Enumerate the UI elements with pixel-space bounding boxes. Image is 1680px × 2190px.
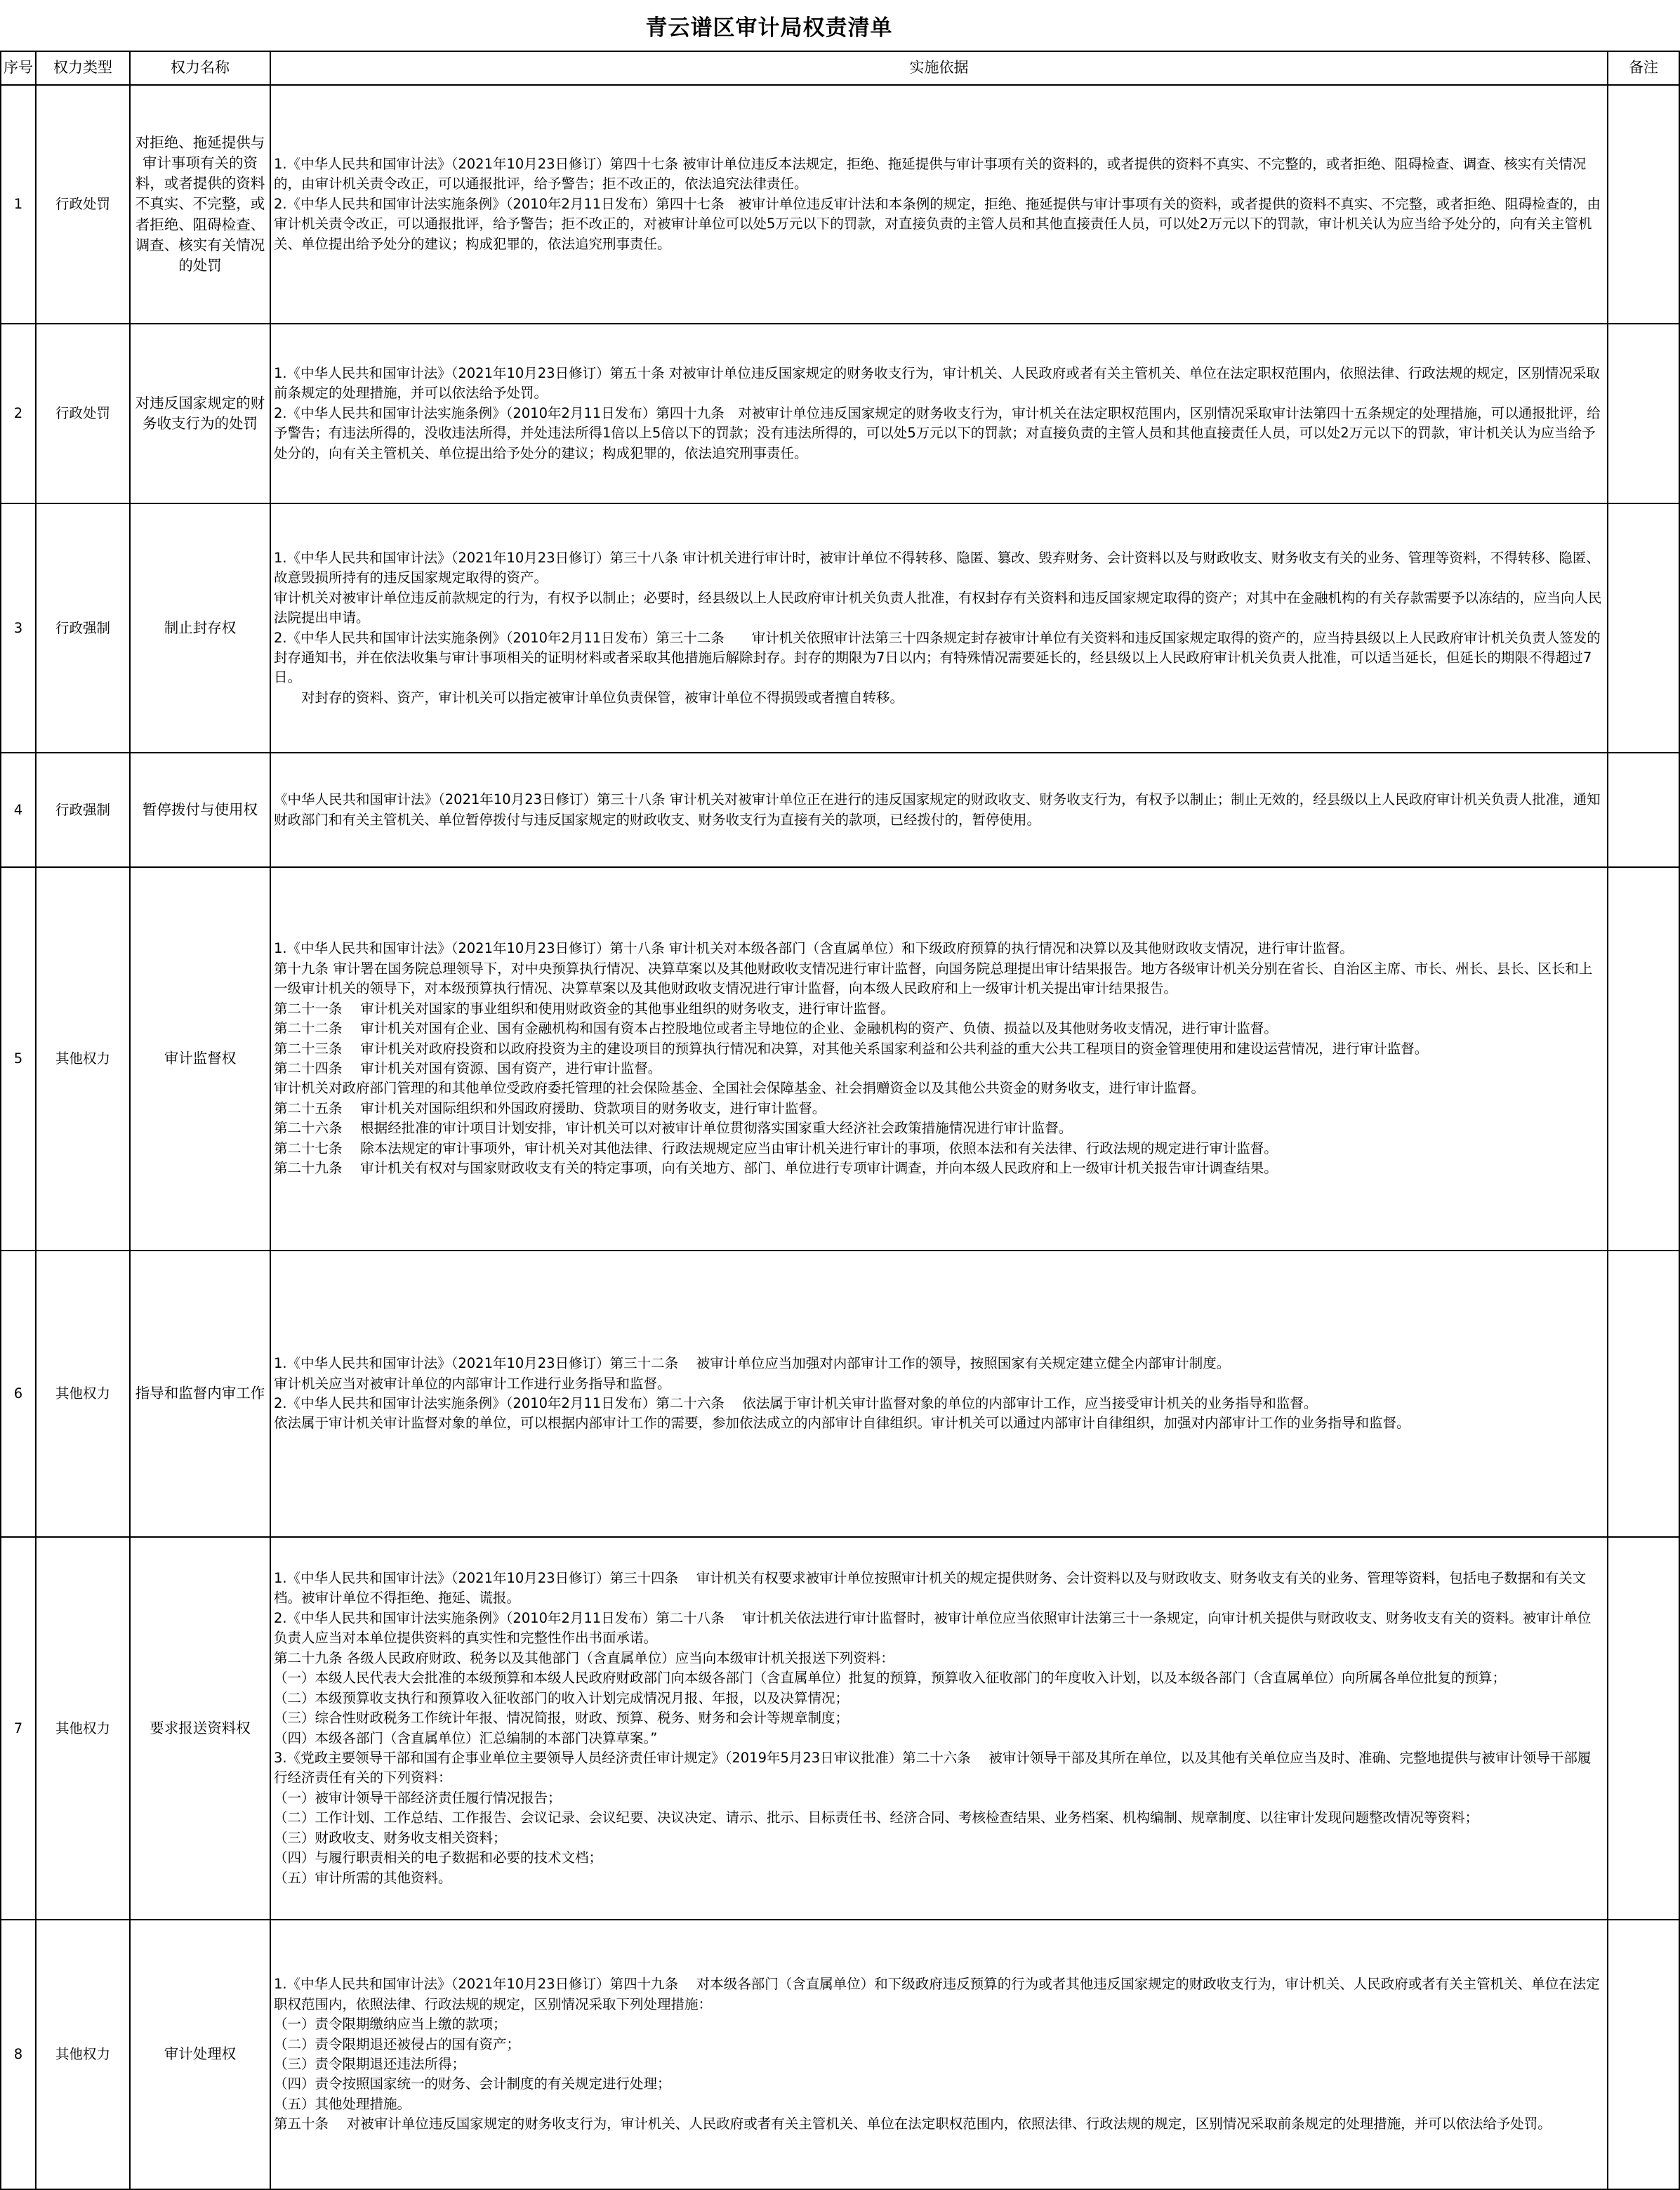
- basis-paragraph: （二）工作计划、工作总结、工作报告、会议记录、会议纪要、决议决定、请示、批示、目标责任书、经济合同、考核检查结果、业务档案、机构编制、规章制度、以往审计发现问题整改情况等资料；: [274, 1809, 1479, 1826]
- table-row: [1, 753, 1679, 867]
- column-header-note: 备注: [1608, 51, 1679, 85]
- power-name: 审计监督权: [130, 867, 270, 1251]
- legal-basis: [270, 85, 1608, 324]
- header-row: [1, 51, 1679, 85]
- basis-paragraph: 对封存的资料、资产，审计机关可以指定被审计单位负责保管，被审计单位不得损毁或者擅自转移。: [301, 689, 904, 706]
- legal-basis: [270, 503, 1608, 753]
- table-row: [1, 1920, 1679, 2189]
- basis-paragraph: （五）审计所需的其他资料。: [274, 1869, 452, 1886]
- basis-paragraph: 第二十六条 根据经批准的审计项目计划安排，审计机关可以对被审计单位贯彻落实国家重大经济社会政策措施情况进行审计监督。: [274, 1120, 1073, 1137]
- legal-basis: [270, 324, 1608, 503]
- basis-paragraph: 1.《中华人民共和国审计法》（2021年10月23日修订）第十八条 审计机关对本级各部门（含直属单位）和下级政府预算的执行情况和决算以及其他财政收支情况，进行审计监督。: [274, 940, 1354, 957]
- remark-cell: [1608, 867, 1679, 1251]
- basis-paragraph: 审计机关对政府部门管理的和其他单位受政府委托管理的社会保险基金、全国社会保障基金、社会捐赠资金以及其他公共资金的财务收支，进行审计监督。: [274, 1080, 1205, 1097]
- power-name: 要求报送资料权: [130, 1537, 270, 1920]
- legal-basis: [270, 867, 1608, 1251]
- basis-paragraph: 第二十四条 审计机关对国有资源、国有资产，进行审计监督。: [274, 1060, 662, 1076]
- table-row: [1, 1251, 1679, 1537]
- power-type: 其他权力: [36, 1920, 130, 2189]
- row-no: 7: [1, 1537, 36, 1920]
- basis-paragraph: 第五十条 对被审计单位违反国家规定的财务收支行为，审计机关、人民政府或者有关主管机关、单位在法定职权范围内，依照法律、行政法规的规定，区别情况采取前条规定的处理措施，并可以依法给予处罚。: [274, 2116, 1552, 2132]
- basis-paragraph: （三）综合性财政税务工作统计年报、情况简报，财政、预算、税务、财务和会计等规章制度；: [274, 1710, 849, 1727]
- power-type: 其他权力: [36, 1537, 130, 1920]
- basis-paragraph: 3.《党政主要领导干部和国有企事业单位主要领导人员经济责任审计规定》（2019年5月23日审议批准）第二十六条 被审计领导干部及其所在单位，以及其他有关单位应当及时、准确、完整地提供与被审计领导干部履行经济责任有关的下列资料：: [274, 1749, 1592, 1786]
- basis-paragraph: 《中华人民共和国审计法》（2021年10月23日修订）第三十八条 审计机关对被审计单位正在进行的违反国家规定的财政收支、财务收支行为，有权予以制止；制止无效的，经县级以上人民政府审计机关负责人批准，通知财政部门和有关主管机关、单位暂停拨付与违反国家规定的财政收支、财务收支行为直接有关的款项，已经拨付的，暂停使用。: [274, 791, 1601, 828]
- basis-paragraph: 审计机关应当对被审计单位的内部审计工作进行业务指导和监督。: [274, 1375, 671, 1392]
- basis-paragraph: 1.《中华人民共和国审计法》（2021年10月23日修订）第四十九条 对本级各部门（含直属单位）和下级政府违反预算的行为或者其他违反国家规定的财政收支行为，审计机关、人民政府或者有关主管机关、单位在法定职权范围内，依照法律、行政法规的规定，区别情况采取下列处理措施：: [274, 1976, 1600, 2012]
- column-header-basis: 实施依据: [270, 51, 1608, 85]
- column-header-no: 序号: [1, 51, 36, 85]
- power-list-table: [0, 51, 1680, 2190]
- basis-paragraph: 审计机关对被审计单位违反前款规定的行为，有权予以制止；必要时，经县级以上人民政府审计机关负责人批准，有权封存有关资料和违反国家规定取得的资产；对其中在金融机构的有关存款需要予以冻结的，应当向人民法院提出申请。: [274, 589, 1602, 626]
- column-header-name: 权力名称: [130, 51, 270, 85]
- remark-cell: [1608, 753, 1679, 867]
- power-type: 其他权力: [36, 1251, 130, 1537]
- table-row: [1, 1537, 1679, 1920]
- power-name: 对违反国家规定的财务收支行为的处罚: [130, 324, 270, 503]
- basis-paragraph: 2.《中华人民共和国审计法实施条例》（2010年2月11日发布）第二十八条 审计机关依法进行审计监督时，被审计单位应当依照审计法第三十一条规定，向审计机关提供与财政收支、财务收支有关的资料。被审计单位负责人应当对本单位提供资料的真实性和完整性作出书面承诺。: [274, 1609, 1592, 1647]
- basis-paragraph: 1.《中华人民共和国审计法》（2021年10月23日修订）第五十条 对被审计单位违反国家规定的财务收支行为，审计机关、人民政府或者有关主管机关、单位在法定职权范围内，依照法律、行政法规的规定，区别情况采取前条规定的处理措施，并可以依法给予处罚。: [274, 364, 1600, 402]
- basis-paragraph: （四）与履行职责相关的电子数据和必要的技术文档；: [274, 1849, 603, 1866]
- power-name: 制止封存权: [130, 503, 270, 753]
- power-type: 行政处罚: [36, 85, 130, 324]
- row-no: 5: [1, 867, 36, 1251]
- basis-paragraph: （一）责令限期缴纳应当上缴的款项；: [274, 2016, 507, 2033]
- remark-cell: [1608, 1251, 1679, 1537]
- page-title: 青云谱区审计局权责清单: [645, 15, 893, 41]
- remark-cell: [1608, 324, 1679, 503]
- remark-cell: [1608, 503, 1679, 753]
- remark-cell: [1608, 85, 1679, 324]
- row-no: 1: [1, 85, 36, 324]
- row-no: 2: [1, 324, 36, 503]
- basis-paragraph: （一）本级人民代表大会批准的本级预算和本级人民政府财政部门向本级各部门（含直属单位）批复的预算，预算收入征收部门的年度收入计划，以及本级各部门（含直属单位）向所属各单位批复的预算；: [274, 1670, 1507, 1687]
- basis-paragraph: （五）其他处理措施。: [274, 2095, 411, 2112]
- basis-paragraph: （二）责令限期退还被侵占的国有资产；: [274, 2036, 521, 2052]
- row-no: 4: [1, 753, 36, 867]
- table-row: [1, 503, 1679, 753]
- table-row: [1, 85, 1679, 324]
- table-row: [1, 867, 1679, 1251]
- remark-cell: [1608, 1537, 1679, 1920]
- basis-paragraph: 第二十三条 审计机关对政府投资和以政府投资为主的建设项目的预算执行情况和决算，对其他关系国家利益和公共利益的重大公共工程项目的资金管理使用和建设运营情况，进行审计监督。: [274, 1040, 1429, 1057]
- basis-paragraph: （一）被审计领导干部经济责任履行情况报告；: [274, 1789, 562, 1806]
- power-name: 对拒绝、拖延提供与审计事项有关的资料，或者提供的资料不真实、不完整，或者拒绝、阻碍检查、调查、核实有关情况的处罚: [130, 85, 270, 324]
- basis-paragraph: 第二十七条 除本法规定的审计事项外，审计机关对其他法律、行政法规规定应当由审计机关进行审计的事项，依照本法和有关法律、行政法规的规定进行审计监督。: [274, 1140, 1278, 1156]
- basis-paragraph: （三）财政收支、财务收支相关资料；: [274, 1829, 507, 1846]
- power-name: 暂停拨付与使用权: [130, 753, 270, 867]
- power-type: 其他权力: [36, 867, 130, 1251]
- power-type: 行政强制: [36, 753, 130, 867]
- power-type: 行政强制: [36, 503, 130, 753]
- basis-paragraph: 第二十九条 审计机关有权对与国家财政收支有关的特定事项，向有关地方、部门、单位进行专项审计调查，并向本级人民政府和上一级审计机关报告审计调查结果。: [274, 1160, 1278, 1177]
- row-no: 6: [1, 1251, 36, 1537]
- power-name: 指导和监督内审工作: [130, 1251, 270, 1537]
- basis-paragraph: 第二十九条 各级人民政府财政、税务以及其他部门（含直属单位）应当向本级审计机关报送下列资料：: [274, 1649, 894, 1666]
- table-row: [1, 324, 1679, 503]
- row-no: 8: [1, 1920, 36, 2189]
- basis-paragraph: 1.《中华人民共和国审计法》（2021年10月23日修订）第三十四条 审计机关有权要求被审计单位按照审计机关的规定提供财务、会计资料以及与财政收支、财务收支有关的业务、管理等资料，包括电子数据和有关文档。被审计单位不得拒绝、拖延、谎报。: [274, 1569, 1587, 1607]
- basis-paragraph: （四）责令按照国家统一的财务、会计制度的有关规定进行处理；: [274, 2076, 671, 2092]
- basis-paragraph: 第十九条 审计署在国务院总理领导下，对中央预算执行情况、决算草案以及其他财政收支情况进行审计监督，向国务院总理提出审计结果报告。地方各级审计机关分别在省长、自治区主席、市长、州长、县长、区长和上一级审计机关的领导下，对本级预算执行情况、决算草案以及其他财政收支情况进行审计监督，向本级人民政府和上一级审计机关提出审计结果报告。: [274, 960, 1593, 997]
- basis-paragraph: 1.《中华人民共和国审计法》（2021年10月23日修订）第四十七条 被审计单位违反本法规定，拒绝、拖延提供与审计事项有关的资料的，或者提供的资料不真实、不完整的，或者拒绝、阻碍检查、调查、核实有关情况的，由审计机关责令改正，可以通报批评，给予警告；拒不改正的，依法追究法律责任。: [274, 155, 1587, 192]
- legal-basis: [270, 1920, 1608, 2189]
- basis-paragraph: 1.《中华人民共和国审计法》（2021年10月23日修订）第三十八条 审计机关进行审计时，被审计单位不得转移、隐匿、篡改、毁弃财务、会计资料以及与财政收支、财务收支有关的业务、管理等资料，不得转移、隐匿、故意毁损所持有的违反国家规定取得的资产。: [274, 549, 1600, 586]
- basis-paragraph: 依法属于审计机关审计监督对象的单位，可以根据内部审计工作的需要，参加依法成立的内部审计自律组织。审计机关可以通过内部审计自律组织，加强对内部审计工作的业务指导和监督。: [274, 1415, 1410, 1432]
- row-no: 3: [1, 503, 36, 753]
- power-name: 审计处理权: [130, 1920, 270, 2189]
- legal-basis: [270, 753, 1608, 867]
- basis-paragraph: （四）本级各部门（含直属单位）汇总编制的本部门决算草案。”: [274, 1729, 658, 1746]
- legal-basis: [270, 1537, 1608, 1920]
- column-header-type: 权力类型: [36, 51, 130, 85]
- basis-paragraph: 第二十一条 审计机关对国家的事业组织和使用财政资金的其他事业组织的财务收支，进行审计监督。: [274, 1000, 894, 1017]
- basis-paragraph: （二）本级预算收支执行和预算收入征收部门的收入计划完成情况月报、年报，以及决算情况；: [274, 1689, 849, 1706]
- basis-paragraph: 2.《中华人民共和国审计法实施条例》（2010年2月11日发布）第四十七条 被审计单位违反审计法和本条例的规定，拒绝、拖延提供与审计事项有关的资料，或者提供的资料不真实、不完整，或者拒绝、阻碍检查的，由审计机关责令改正，可以通报批评，给予警告；拒不改正的，对被审计单位可以处5万元以下的罚款，对直接负责的主管人员和其他直接责任人员，可以处2万元以下的罚款，审计机关认为应当给予处分的，向有关主管机关、单位提出给予处分的建议；构成犯罪的，依法追究刑事责任。: [274, 195, 1601, 252]
- basis-paragraph: 第二十五条 审计机关对国际组织和外国政府援助、贷款项目的财务收支，进行审计监督。: [274, 1100, 826, 1116]
- basis-paragraph: 2.《中华人民共和国审计法实施条例》（2010年2月11日发布）第三十二条 审计机关依照审计法第三十四条规定封存被审计单位有关资料和违反国家规定取得的资产的，应当持县级以上人民政府审计机关负责人签发的封存通知书，并在依法收集与审计事项相关的证明材料或者采取其他措施后解除封存。封存的期限为7日以内；有特殊情况需要延长的，经县级以上人民政府审计机关负责人批准，可以适当延长，但延长的期限不得超过7日。: [274, 629, 1601, 686]
- basis-paragraph: 2.《中华人民共和国审计法实施条例》（2010年2月11日发布）第二十六条 依法属于审计机关审计监督对象的单位的内部审计工作，应当接受审计机关的业务指导和监督。: [274, 1395, 1318, 1411]
- power-type: 行政处罚: [36, 324, 130, 503]
- basis-paragraph: 2.《中华人民共和国审计法实施条例》（2010年2月11日发布）第四十九条 对被审计单位违反国家规定的财务收支行为，审计机关在法定职权范围内，区别情况采取审计法第四十五条规定的处理措施，可以通报批评，给予警告；有违法所得的，没收违法所得，并处违法所得1倍以上5倍以下的罚款；没有违法所得的，可以处5万元以下的罚款；对直接负责的主管人员和其他直接责任人员，可以处2万元以下的罚款，审计机关认为应当给予处分的，向有关主管机关、单位提出给予处分的建议；构成犯罪的，依法追究刑事责任。: [274, 404, 1601, 461]
- legal-basis: [270, 1251, 1608, 1537]
- basis-paragraph: 第二十二条 审计机关对国有企业、国有金融机构和国有资本占控股地位或者主导地位的企业、金融机构的资产、负债、损益以及其他财务收支情况，进行审计监督。: [274, 1020, 1278, 1037]
- basis-paragraph: （三）责令限期退还违法所得；: [274, 2056, 466, 2072]
- remark-cell: [1608, 1920, 1679, 2189]
- basis-paragraph: 1.《中华人民共和国审计法》（2021年10月23日修订）第三十二条 被审计单位应当加强对内部审计工作的领导，按照国家有关规定建立健全内部审计制度。: [274, 1355, 1231, 1372]
